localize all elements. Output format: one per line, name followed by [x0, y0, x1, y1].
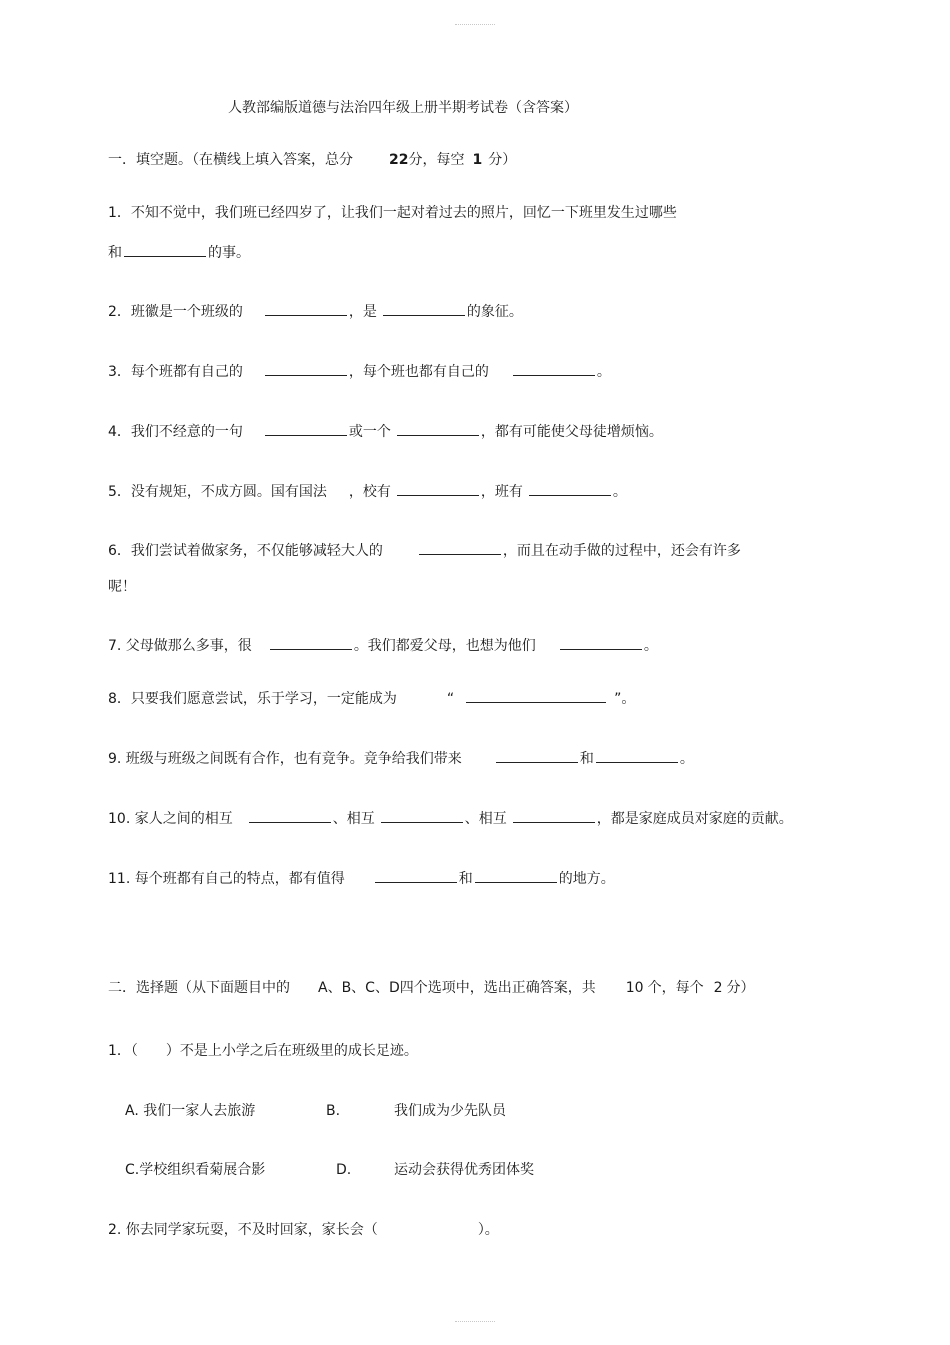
question-10: [108, 808, 793, 828]
q5-text-d: 。: [612, 484, 627, 500]
q3-text-a: 3．每个班都有自己的: [108, 364, 243, 380]
page-top-marker: [455, 24, 495, 26]
question-11: [108, 868, 615, 888]
choice-question-1: 1．（ ）不是上小学之后在班级里的成长足迹。: [108, 1043, 418, 1059]
q11-text-a: 11. 每个班都有自己的特点，都有值得: [108, 871, 345, 887]
q6-text-a: 6．我们尝试着做家务，不仅能够减轻大人的: [108, 543, 383, 559]
q3-text-b: ，每个班也都有自己的: [348, 364, 489, 380]
section2-heading-text4: 分）: [726, 980, 755, 996]
q5-text-c: ，班有: [480, 484, 523, 500]
question-1: 1．不知不觉中，我们班已经四岁了，让我们一起对着过去的照片，回忆一下班里发生过哪些: [108, 205, 677, 221]
question-1-cont: [108, 242, 250, 262]
q7-text-b: 。我们都爱父母，也想为他们: [353, 638, 536, 654]
q7-text-a: 7. 父母做那么多事，很: [108, 638, 252, 654]
q9-text-c: 。: [679, 751, 694, 767]
q2-stem: 2. 你去同学家玩耍，不及时回家，家长会（: [108, 1222, 378, 1238]
section2-points: 2: [713, 980, 723, 996]
choice-option-a[interactable]: A. 我们一家人去旅游: [125, 1103, 256, 1119]
answer-blank[interactable]: [513, 808, 595, 823]
q8-text-c: ”。: [614, 691, 636, 707]
q5-text-a: 5．没有规矩，不成方圆。国有国法: [108, 484, 327, 500]
section1-heading-text3: 分）: [488, 152, 517, 168]
q11-text-b: 和: [458, 871, 473, 887]
q3-text-c: 。: [596, 364, 611, 380]
question-3: [108, 361, 611, 381]
q2-text-b: ，是: [348, 304, 377, 320]
q1-text-c: 的事。: [208, 245, 250, 261]
q5-text-b: ，校有: [348, 484, 391, 500]
section1-heading-text: 一．填空题。（在横线上填入答案，总分: [108, 152, 353, 168]
q1-text-b: 和: [108, 245, 122, 261]
q9-text-a: 9. 班级与班级之间既有合作，也有竞争。竞争给我们带来: [108, 751, 462, 767]
answer-blank[interactable]: [265, 301, 347, 316]
answer-blank[interactable]: [383, 301, 465, 316]
section1-total: 22: [389, 152, 409, 168]
question-4: [108, 421, 663, 441]
question-6: [108, 540, 741, 560]
question-8: [108, 688, 635, 708]
q9-text-b: 和: [579, 751, 594, 767]
answer-blank[interactable]: [265, 421, 347, 436]
answer-blank[interactable]: [381, 808, 463, 823]
section2-options: A、B、C、D: [318, 980, 400, 996]
choice-question-2: [108, 1221, 499, 1239]
answer-blank[interactable]: [270, 635, 352, 650]
question-2: [108, 301, 523, 321]
section2-heading-text: 二．选择题（从下面题目中的: [108, 980, 290, 996]
q10-text-c: 、相互: [464, 811, 507, 827]
q4-text-b: 或一个: [348, 424, 391, 440]
answer-blank[interactable]: [475, 868, 557, 883]
q4-text-c: ，都有可能使父母徒增烦恼。: [480, 424, 663, 440]
answer-blank[interactable]: [397, 421, 479, 436]
q6-text-b: ，而且在动手做的过程中，还会有许多: [502, 543, 741, 559]
answer-blank[interactable]: [529, 481, 611, 496]
answer-blank[interactable]: [596, 748, 678, 763]
question-6-cont: 呢！: [108, 579, 136, 595]
question-5: [108, 481, 627, 501]
section2-heading: [108, 979, 755, 997]
answer-blank[interactable]: [265, 361, 347, 376]
choice-option-c[interactable]: C.学校组织看菊展合影: [125, 1162, 266, 1178]
choice-option-b-label: B.: [326, 1103, 341, 1119]
answer-blank[interactable]: [375, 868, 457, 883]
section1-heading-text2: 分，每空: [408, 152, 465, 168]
q11-text-c: 的地方。: [558, 871, 615, 887]
answer-blank[interactable]: [560, 635, 642, 650]
q10-text-b: 、相互: [332, 811, 375, 827]
answer-blank[interactable]: [249, 808, 331, 823]
q2-stem-end: ）。: [477, 1222, 499, 1238]
q8-text-b: “: [446, 691, 455, 707]
page-title: 人教部编版道德与法治四年级上册半期考试卷（含答案）: [228, 100, 578, 116]
question-7: [108, 635, 658, 655]
q10-text-a: 10. 家人之间的相互: [108, 811, 233, 827]
page-bottom-marker: [455, 1321, 495, 1323]
q10-text-d: ，都是家庭成员对家庭的贡献。: [596, 811, 793, 827]
section1-heading: [108, 151, 516, 169]
choice-option-d[interactable]: 运动会获得优秀团体奖: [394, 1162, 534, 1178]
q2-text-c: 的象征。: [466, 304, 523, 320]
q4-text-a: 4．我们不经意的一句: [108, 424, 243, 440]
answer-blank[interactable]: [466, 688, 606, 703]
section1-per: 1: [472, 152, 483, 168]
section2-count: 10: [625, 980, 644, 996]
q2-text-a: 2．班徽是一个班级的: [108, 304, 243, 320]
section2-heading-text2: 四个选项中，选出正确答案，共: [399, 980, 596, 996]
q8-text-a: 8．只要我们愿意尝试，乐于学习，一定能成为: [108, 691, 397, 707]
choice-option-d-label: D.: [336, 1162, 352, 1178]
choice-option-b[interactable]: 我们成为少先队员: [394, 1103, 506, 1119]
question-9: [108, 748, 694, 768]
section2-heading-text3: 个，每个: [647, 980, 704, 996]
q7-text-c: 。: [643, 638, 658, 654]
answer-blank[interactable]: [496, 748, 578, 763]
answer-blank[interactable]: [419, 540, 501, 555]
answer-blank[interactable]: [397, 481, 479, 496]
answer-blank[interactable]: [513, 361, 595, 376]
answer-blank[interactable]: [124, 242, 206, 257]
